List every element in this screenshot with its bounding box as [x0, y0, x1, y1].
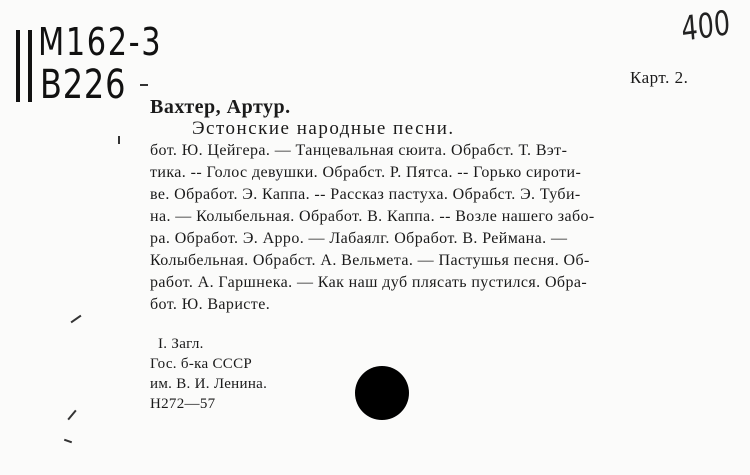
author-heading: Вахтер, Артур.: [150, 96, 291, 118]
index-heading: I. Загл.: [158, 336, 204, 352]
stray-mark: [118, 136, 120, 144]
library-name-line-2: им. В. И. Ленина.: [150, 376, 268, 392]
contents-line: бот. Ю. Цейгера. — Танцевальная сюита. Обрабст. Т. Вэт-: [150, 142, 568, 159]
handwritten-corner-number: 400: [680, 3, 732, 50]
contents-line: на. — Колыбельная. Обработ. В. Каппа. -- Возле нашего забо-: [150, 208, 595, 225]
contents-line: бот. Ю. Варисте.: [150, 296, 271, 313]
contents-line: работ. А. Гаршнека. — Как наш дуб плясать пустился. Обра-: [150, 274, 588, 291]
contents-description: [150, 140, 696, 316]
work-title: Эстонские народные песни.: [192, 118, 455, 139]
card-footer: [150, 334, 267, 414]
stray-mark: [64, 439, 72, 444]
punch-hole: [355, 366, 409, 420]
shelfmark-line-1: М162-3: [38, 20, 163, 64]
contents-line: Колыбельная. Обрабст. А. Вельмета. — Пастушья песня. Об-: [150, 252, 590, 269]
contents-line: ра. Обработ. Э. Арро. — Лабаялг. Обработ. В. Реймана. —: [150, 230, 568, 247]
contents-line: ве. Обработ. Э. Каппа. -- Рассказ пастуха. Обрабст. Э. Туби-: [150, 186, 581, 203]
card-number: Карт. 2.: [630, 68, 689, 87]
card-code: Н272—57: [150, 396, 216, 412]
library-name: Гос. б-ка СССР: [150, 356, 253, 372]
stray-mark: [71, 315, 82, 324]
stray-mark: [67, 410, 76, 420]
contents-line: тика. -- Голос девушки. Обрабст. Р. Пятса. -- Горько сироти-: [150, 164, 582, 181]
stray-mark: [140, 84, 148, 86]
shelfmark-line-2: В226: [40, 62, 127, 108]
handwritten-bracket: [16, 30, 32, 102]
